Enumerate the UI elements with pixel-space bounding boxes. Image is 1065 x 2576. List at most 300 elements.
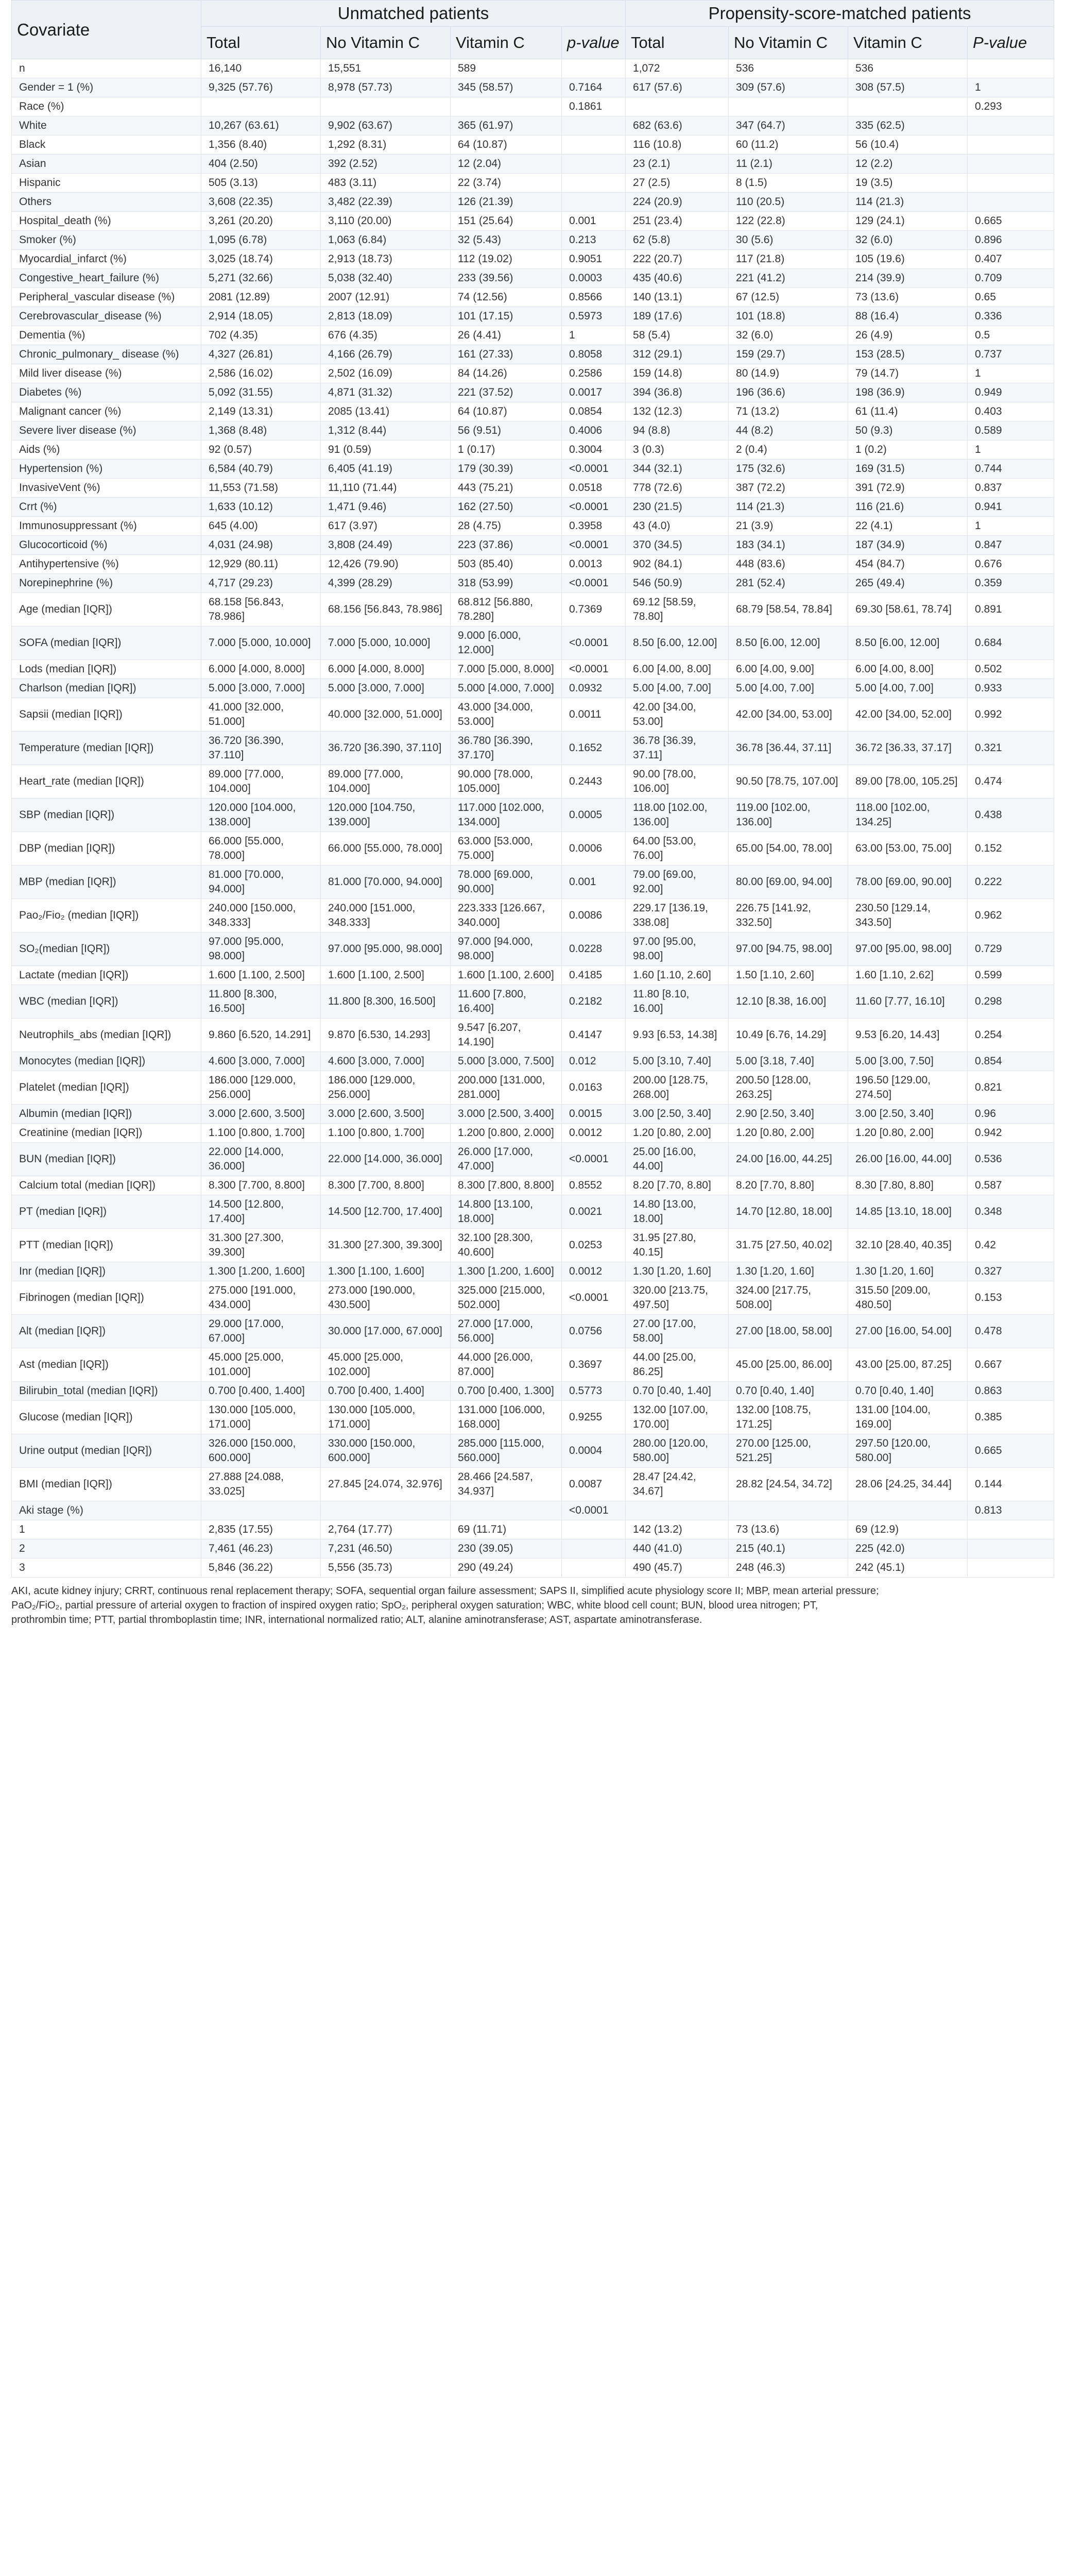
unmatched-p-value-cell: <0.0001 xyxy=(562,536,626,555)
matched-total-cell: 200.00 [128.75, 268.00] xyxy=(626,1071,729,1105)
matched-p-value-cell: 0.403 xyxy=(968,402,1054,421)
matched-p-value-cell: 0.667 xyxy=(968,1348,1054,1382)
matched-no-vitamin-c-cell: 1.50 [1.10, 2.60] xyxy=(729,966,848,985)
matched-total-cell: 5.00 [3.10, 7.40] xyxy=(626,1052,729,1071)
table-row xyxy=(12,59,1054,78)
matched-vitamin-c-cell: 187 (34.9) xyxy=(848,536,968,555)
matched-vitamin-c-cell: 297.50 [120.00, 580.00] xyxy=(848,1434,968,1468)
table-row xyxy=(12,660,1054,679)
unmatched-vitamin-c-cell xyxy=(451,1501,562,1520)
unmatched-p-value-cell: 0.3958 xyxy=(562,517,626,536)
unmatched-p-value-cell: 0.4185 xyxy=(562,966,626,985)
covariate-cell: Sapsii (median [IQR]) xyxy=(12,698,201,732)
unmatched-p-value-cell xyxy=(562,193,626,212)
covariate-cell: Cerebrovascular_disease (%) xyxy=(12,307,201,326)
unmatched-no-vitamin-c-cell: 1.600 [1.100, 2.500] xyxy=(321,966,451,985)
matched-no-vitamin-c-cell: 2 (0.4) xyxy=(729,440,848,460)
header-matched-total: Total xyxy=(626,27,729,59)
table-row xyxy=(12,402,1054,421)
matched-no-vitamin-c-cell: 122 (22.8) xyxy=(729,212,848,231)
matched-p-value-cell: 0.665 xyxy=(968,1434,1054,1468)
unmatched-no-vitamin-c-cell: 5,556 (35.73) xyxy=(321,1558,451,1578)
matched-total-cell: 25.00 [16.00, 44.00] xyxy=(626,1143,729,1176)
unmatched-vitamin-c-cell: 78.000 [69.000, 90.000] xyxy=(451,866,562,899)
unmatched-total-cell: 702 (4.35) xyxy=(201,326,321,345)
unmatched-p-value-cell: 0.001 xyxy=(562,866,626,899)
covariate-cell: Monocytes (median [IQR]) xyxy=(12,1052,201,1071)
unmatched-p-value-cell: <0.0001 xyxy=(562,1281,626,1315)
matched-no-vitamin-c-cell: 6.00 [4.00, 9.00] xyxy=(729,660,848,679)
unmatched-total-cell: 326.000 [150.000, 600.000] xyxy=(201,1434,321,1468)
matched-total-cell: 280.00 [120.00, 580.00] xyxy=(626,1434,729,1468)
table-row xyxy=(12,536,1054,555)
matched-no-vitamin-c-cell: 14.70 [12.80, 18.00] xyxy=(729,1195,848,1229)
matched-p-value-cell: 0.891 xyxy=(968,593,1054,626)
unmatched-no-vitamin-c-cell: 4,166 (26.79) xyxy=(321,345,451,364)
table-row xyxy=(12,135,1054,155)
matched-vitamin-c-cell: 56 (10.4) xyxy=(848,135,968,155)
unmatched-vitamin-c-cell: 230 (39.05) xyxy=(451,1539,562,1558)
unmatched-p-value-cell: 0.9051 xyxy=(562,250,626,269)
matched-no-vitamin-c-cell: 30 (5.6) xyxy=(729,231,848,250)
unmatched-p-value-cell: 0.0006 xyxy=(562,832,626,866)
unmatched-p-value-cell: 0.0228 xyxy=(562,933,626,966)
matched-vitamin-c-cell: 308 (57.5) xyxy=(848,78,968,97)
unmatched-p-value-cell xyxy=(562,59,626,78)
unmatched-no-vitamin-c-cell: 3.000 [2.600, 3.500] xyxy=(321,1105,451,1124)
unmatched-vitamin-c-cell: 74 (12.56) xyxy=(451,288,562,307)
unmatched-no-vitamin-c-cell: 240.000 [151.000, 348.333] xyxy=(321,899,451,933)
unmatched-p-value-cell: 0.012 xyxy=(562,1052,626,1071)
unmatched-total-cell: 29.000 [17.000, 67.000] xyxy=(201,1315,321,1348)
matched-vitamin-c-cell: 0.70 [0.40, 1.40] xyxy=(848,1382,968,1401)
matched-p-value-cell xyxy=(968,1520,1054,1539)
unmatched-total-cell: 27.888 [24.088, 33.025] xyxy=(201,1468,321,1501)
unmatched-vitamin-c-cell: 8.300 [7.800, 8.800] xyxy=(451,1176,562,1195)
unmatched-no-vitamin-c-cell: 6.000 [4.000, 8.000] xyxy=(321,660,451,679)
unmatched-total-cell: 6,584 (40.79) xyxy=(201,460,321,479)
unmatched-p-value-cell: 0.2586 xyxy=(562,364,626,383)
matched-total-cell: 69.12 [58.59, 78.80] xyxy=(626,593,729,626)
unmatched-vitamin-c-cell: 126 (21.39) xyxy=(451,193,562,212)
table-row xyxy=(12,460,1054,479)
unmatched-p-value-cell: 0.0518 xyxy=(562,479,626,498)
matched-total-cell: 3.00 [2.50, 3.40] xyxy=(626,1105,729,1124)
unmatched-p-value-cell: 0.0015 xyxy=(562,1105,626,1124)
matched-vitamin-c-cell: 88 (16.4) xyxy=(848,307,968,326)
unmatched-vitamin-c-cell: 7.000 [5.000, 8.000] xyxy=(451,660,562,679)
unmatched-total-cell: 16,140 xyxy=(201,59,321,78)
matched-vitamin-c-cell: 196.50 [129.00, 274.50] xyxy=(848,1071,968,1105)
matched-no-vitamin-c-cell: 132.00 [108.75, 171.25] xyxy=(729,1401,848,1434)
matched-p-value-cell: 0.744 xyxy=(968,460,1054,479)
unmatched-total-cell: 1.300 [1.200, 1.600] xyxy=(201,1262,321,1281)
covariate-cell: Age (median [IQR]) xyxy=(12,593,201,626)
unmatched-vitamin-c-cell: 112 (19.02) xyxy=(451,250,562,269)
covariate-cell: SBP (median [IQR]) xyxy=(12,799,201,832)
matched-no-vitamin-c-cell: 36.78 [36.44, 37.11] xyxy=(729,732,848,765)
unmatched-no-vitamin-c-cell: 4,871 (31.32) xyxy=(321,383,451,402)
table-row xyxy=(12,1281,1054,1315)
unmatched-no-vitamin-c-cell: 3,482 (22.39) xyxy=(321,193,451,212)
matched-no-vitamin-c-cell: 31.75 [27.50, 40.02] xyxy=(729,1229,848,1262)
table-row xyxy=(12,116,1054,135)
matched-vitamin-c-cell: 198 (36.9) xyxy=(848,383,968,402)
covariate-cell: Heart_rate (median [IQR]) xyxy=(12,765,201,799)
covariate-cell: Lactate (median [IQR]) xyxy=(12,966,201,985)
matched-total-cell: 189 (17.6) xyxy=(626,307,729,326)
table-row xyxy=(12,1539,1054,1558)
matched-total-cell: 440 (41.0) xyxy=(626,1539,729,1558)
unmatched-no-vitamin-c-cell: 4.600 [3.000, 7.000] xyxy=(321,1052,451,1071)
unmatched-total-cell: 4,717 (29.23) xyxy=(201,574,321,593)
unmatched-total-cell xyxy=(201,97,321,116)
table-row xyxy=(12,1520,1054,1539)
unmatched-p-value-cell: 0.3004 xyxy=(562,440,626,460)
covariate-cell: Inr (median [IQR]) xyxy=(12,1262,201,1281)
unmatched-p-value-cell: 1 xyxy=(562,326,626,345)
unmatched-total-cell: 1,095 (6.78) xyxy=(201,231,321,250)
unmatched-no-vitamin-c-cell: 273.000 [190.000, 430.500] xyxy=(321,1281,451,1315)
matched-vitamin-c-cell: 43.00 [25.00, 87.25] xyxy=(848,1348,968,1382)
covariate-cell: Temperature (median [IQR]) xyxy=(12,732,201,765)
matched-p-value-cell: 0.144 xyxy=(968,1468,1054,1501)
unmatched-p-value-cell: 0.0011 xyxy=(562,698,626,732)
covariate-cell: Lods (median [IQR]) xyxy=(12,660,201,679)
unmatched-no-vitamin-c-cell: 9,902 (63.67) xyxy=(321,116,451,135)
unmatched-total-cell: 89.000 [77.000, 104.000] xyxy=(201,765,321,799)
unmatched-vitamin-c-cell: 5.000 [3.000, 7.500] xyxy=(451,1052,562,1071)
header-covariate: Covariate xyxy=(12,1,201,59)
covariate-cell: n xyxy=(12,59,201,78)
covariate-cell: 1 xyxy=(12,1520,201,1539)
unmatched-p-value-cell: 0.0012 xyxy=(562,1124,626,1143)
matched-vitamin-c-cell: 32.10 [28.40, 40.35] xyxy=(848,1229,968,1262)
matched-total-cell: 1.60 [1.10, 2.60] xyxy=(626,966,729,985)
table-row xyxy=(12,1468,1054,1501)
unmatched-no-vitamin-c-cell: 97.000 [95.000, 98.000] xyxy=(321,933,451,966)
unmatched-total-cell: 240.000 [150.000, 348.333] xyxy=(201,899,321,933)
matched-total-cell: 142 (13.2) xyxy=(626,1520,729,1539)
covariate-cell: Gender = 1 (%) xyxy=(12,78,201,97)
matched-total-cell: 94 (8.8) xyxy=(626,421,729,440)
table-row xyxy=(12,765,1054,799)
covariate-cell: BMI (median [IQR]) xyxy=(12,1468,201,1501)
table-row xyxy=(12,1262,1054,1281)
table-row xyxy=(12,626,1054,660)
matched-p-value-cell: 1 xyxy=(968,440,1054,460)
matched-total-cell: 116 (10.8) xyxy=(626,135,729,155)
unmatched-no-vitamin-c-cell: 11.800 [8.300, 16.500] xyxy=(321,985,451,1019)
matched-p-value-cell: 0.942 xyxy=(968,1124,1054,1143)
unmatched-no-vitamin-c-cell: 2085 (13.41) xyxy=(321,402,451,421)
covariate-cell: Platelet (median [IQR]) xyxy=(12,1071,201,1105)
unmatched-no-vitamin-c-cell: 676 (4.35) xyxy=(321,326,451,345)
matched-total-cell: 344 (32.1) xyxy=(626,460,729,479)
unmatched-vitamin-c-cell: 9.547 [6.207, 14.190] xyxy=(451,1019,562,1052)
unmatched-no-vitamin-c-cell: 4,399 (28.29) xyxy=(321,574,451,593)
unmatched-vitamin-c-cell: 223 (37.86) xyxy=(451,536,562,555)
covariate-cell: Crrt (%) xyxy=(12,498,201,517)
covariate-cell: WBC (median [IQR]) xyxy=(12,985,201,1019)
matched-p-value-cell xyxy=(968,174,1054,193)
matched-p-value-cell xyxy=(968,1558,1054,1578)
matched-total-cell: 778 (72.6) xyxy=(626,479,729,498)
matched-vitamin-c-cell: 1.60 [1.10, 2.62] xyxy=(848,966,968,985)
header-matched-p-value: P-value xyxy=(968,27,1054,59)
unmatched-total-cell: 9.860 [6.520, 14.291] xyxy=(201,1019,321,1052)
matched-no-vitamin-c-cell: 32 (6.0) xyxy=(729,326,848,345)
unmatched-no-vitamin-c-cell: 7.000 [5.000, 10.000] xyxy=(321,626,451,660)
matched-p-value-cell: 0.321 xyxy=(968,732,1054,765)
matched-vitamin-c-cell: 69.30 [58.61, 78.74] xyxy=(848,593,968,626)
matched-p-value-cell: 0.5 xyxy=(968,326,1054,345)
matched-no-vitamin-c-cell: 110 (20.5) xyxy=(729,193,848,212)
covariate-cell: Race (%) xyxy=(12,97,201,116)
matched-total-cell: 79.00 [69.00, 92.00] xyxy=(626,866,729,899)
unmatched-no-vitamin-c-cell: 68.156 [56.843, 78.986] xyxy=(321,593,451,626)
unmatched-p-value-cell: 0.0013 xyxy=(562,555,626,574)
unmatched-vitamin-c-cell: 90.000 [78.000, 105.000] xyxy=(451,765,562,799)
footnote-line: AKI, acute kidney injury; CRRT, continuous renal replacement therapy; SOFA, sequential organ failure assessment; SAPS II, simplified acute physiology score II; MBP, mean arterial pressure; xyxy=(11,1585,879,1597)
unmatched-vitamin-c-cell: 1 (0.17) xyxy=(451,440,562,460)
matched-no-vitamin-c-cell: 536 xyxy=(729,59,848,78)
unmatched-no-vitamin-c-cell: 6,405 (41.19) xyxy=(321,460,451,479)
matched-vitamin-c-cell: 129 (24.1) xyxy=(848,212,968,231)
matched-vitamin-c-cell: 116 (21.6) xyxy=(848,498,968,517)
covariate-table xyxy=(11,0,1054,1578)
covariate-cell: Glucocorticoid (%) xyxy=(12,536,201,555)
covariate-cell: Hypertension (%) xyxy=(12,460,201,479)
table-footnote xyxy=(11,1584,1054,1627)
matched-no-vitamin-c-cell: 324.00 [217.75, 508.00] xyxy=(729,1281,848,1315)
matched-p-value-cell: 0.359 xyxy=(968,574,1054,593)
matched-vitamin-c-cell: 73 (13.6) xyxy=(848,288,968,307)
unmatched-no-vitamin-c-cell xyxy=(321,97,451,116)
matched-p-value-cell: 0.222 xyxy=(968,866,1054,899)
covariate-cell: PT (median [IQR]) xyxy=(12,1195,201,1229)
matched-total-cell: 224 (20.9) xyxy=(626,193,729,212)
unmatched-p-value-cell: 0.5773 xyxy=(562,1382,626,1401)
unmatched-vitamin-c-cell: 443 (75.21) xyxy=(451,479,562,498)
matched-no-vitamin-c-cell: 8 (1.5) xyxy=(729,174,848,193)
unmatched-vitamin-c-cell: 233 (39.56) xyxy=(451,269,562,288)
matched-total-cell: 5.00 [4.00, 7.00] xyxy=(626,679,729,698)
table-row xyxy=(12,799,1054,832)
matched-vitamin-c-cell: 1.30 [1.20, 1.60] xyxy=(848,1262,968,1281)
unmatched-total-cell: 3.000 [2.600, 3.500] xyxy=(201,1105,321,1124)
covariate-cell: Smoker (%) xyxy=(12,231,201,250)
unmatched-p-value-cell: 0.0086 xyxy=(562,899,626,933)
unmatched-p-value-cell: 0.8058 xyxy=(562,345,626,364)
unmatched-vitamin-c-cell: 1.300 [1.200, 1.600] xyxy=(451,1262,562,1281)
matched-vitamin-c-cell: 26 (4.9) xyxy=(848,326,968,345)
unmatched-no-vitamin-c-cell: 1,471 (9.46) xyxy=(321,498,451,517)
unmatched-total-cell: 97.000 [95.000, 98.000] xyxy=(201,933,321,966)
unmatched-total-cell: 1,368 (8.48) xyxy=(201,421,321,440)
unmatched-no-vitamin-c-cell: 1.300 [1.100, 1.600] xyxy=(321,1262,451,1281)
table-row xyxy=(12,1052,1054,1071)
unmatched-total-cell: 68.158 [56.843, 78.986] xyxy=(201,593,321,626)
unmatched-no-vitamin-c-cell xyxy=(321,1501,451,1520)
unmatched-vitamin-c-cell: 200.000 [131.000, 281.000] xyxy=(451,1071,562,1105)
covariate-cell: Diabetes (%) xyxy=(12,383,201,402)
matched-vitamin-c-cell: 89.00 [78.00, 105.25] xyxy=(848,765,968,799)
matched-total-cell: 902 (84.1) xyxy=(626,555,729,574)
unmatched-p-value-cell: 0.001 xyxy=(562,212,626,231)
unmatched-p-value-cell: <0.0001 xyxy=(562,460,626,479)
matched-p-value-cell: 0.854 xyxy=(968,1052,1054,1071)
unmatched-vitamin-c-cell: 5.000 [4.000, 7.000] xyxy=(451,679,562,698)
header-unmatched-p-value: p-value xyxy=(562,27,626,59)
unmatched-p-value-cell xyxy=(562,1558,626,1578)
matched-total-cell: 8.50 [6.00, 12.00] xyxy=(626,626,729,660)
covariate-cell: Glucose (median [IQR]) xyxy=(12,1401,201,1434)
unmatched-vitamin-c-cell: 325.000 [215.000, 502.000] xyxy=(451,1281,562,1315)
matched-p-value-cell: 0.438 xyxy=(968,799,1054,832)
unmatched-vitamin-c-cell: 26 (4.41) xyxy=(451,326,562,345)
unmatched-no-vitamin-c-cell: 1,312 (8.44) xyxy=(321,421,451,440)
matched-no-vitamin-c-cell: 73 (13.6) xyxy=(729,1520,848,1539)
matched-no-vitamin-c-cell: 10.49 [6.76, 14.29] xyxy=(729,1019,848,1052)
matched-vitamin-c-cell: 27.00 [16.00, 54.00] xyxy=(848,1315,968,1348)
covariate-cell: DBP (median [IQR]) xyxy=(12,832,201,866)
matched-p-value-cell: 0.941 xyxy=(968,498,1054,517)
header-unmatched-vitamin-c: Vitamin C xyxy=(451,27,562,59)
matched-total-cell: 9.93 [6.53, 14.38] xyxy=(626,1019,729,1052)
unmatched-total-cell: 275.000 [191.000, 434.000] xyxy=(201,1281,321,1315)
unmatched-p-value-cell: 0.2182 xyxy=(562,985,626,1019)
matched-no-vitamin-c-cell: 183 (34.1) xyxy=(729,536,848,555)
unmatched-vitamin-c-cell: 44.000 [26.000, 87.000] xyxy=(451,1348,562,1382)
unmatched-no-vitamin-c-cell: 36.720 [36.390, 37.110] xyxy=(321,732,451,765)
unmatched-vitamin-c-cell: 285.000 [115.000, 560.000] xyxy=(451,1434,562,1468)
table-row xyxy=(12,326,1054,345)
table-row xyxy=(12,288,1054,307)
matched-total-cell: 140 (13.1) xyxy=(626,288,729,307)
matched-vitamin-c-cell: 391 (72.9) xyxy=(848,479,968,498)
table-row xyxy=(12,421,1054,440)
table-row xyxy=(12,364,1054,383)
matched-p-value-cell: 0.962 xyxy=(968,899,1054,933)
footnote-line: PaO₂/FiO₂, partial pressure of arterial oxygen to fraction of inspired oxygen ratio; SpO₂, peripheral oxygen saturation; WBC, white blood cell count; BUN, blood urea nitrogen; PT, xyxy=(11,1600,818,1611)
covariate-cell: SO₂(median [IQR]) xyxy=(12,933,201,966)
header-unmatched-no-vitamin-c: No Vitamin C xyxy=(321,27,451,59)
unmatched-p-value-cell: 0.4147 xyxy=(562,1019,626,1052)
matched-p-value-cell: 0.847 xyxy=(968,536,1054,555)
matched-p-value-cell: 0.474 xyxy=(968,765,1054,799)
matched-p-value-cell: 0.478 xyxy=(968,1315,1054,1348)
unmatched-no-vitamin-c-cell: 5,038 (32.40) xyxy=(321,269,451,288)
unmatched-total-cell: 12,929 (80.11) xyxy=(201,555,321,574)
unmatched-vitamin-c-cell: 28 (4.75) xyxy=(451,517,562,536)
table-row xyxy=(12,1382,1054,1401)
matched-total-cell: 132 (12.3) xyxy=(626,402,729,421)
unmatched-vitamin-c-cell: 589 xyxy=(451,59,562,78)
unmatched-no-vitamin-c-cell: 15,551 xyxy=(321,59,451,78)
matched-p-value-cell: 0.709 xyxy=(968,269,1054,288)
matched-total-cell: 3 (0.3) xyxy=(626,440,729,460)
matched-vitamin-c-cell: 12 (2.2) xyxy=(848,155,968,174)
matched-vitamin-c-cell: 26.00 [16.00, 44.00] xyxy=(848,1143,968,1176)
matched-vitamin-c-cell: 28.06 [24.25, 34.44] xyxy=(848,1468,968,1501)
unmatched-no-vitamin-c-cell: 1.100 [0.800, 1.700] xyxy=(321,1124,451,1143)
matched-vitamin-c-cell: 36.72 [36.33, 37.17] xyxy=(848,732,968,765)
matched-no-vitamin-c-cell: 44 (8.2) xyxy=(729,421,848,440)
unmatched-no-vitamin-c-cell: 8.300 [7.700, 8.800] xyxy=(321,1176,451,1195)
unmatched-vitamin-c-cell: 161 (27.33) xyxy=(451,345,562,364)
covariate-cell: White xyxy=(12,116,201,135)
matched-no-vitamin-c-cell: 12.10 [8.38, 16.00] xyxy=(729,985,848,1019)
matched-p-value-cell xyxy=(968,155,1054,174)
unmatched-no-vitamin-c-cell: 8,978 (57.73) xyxy=(321,78,451,97)
unmatched-p-value-cell: <0.0001 xyxy=(562,626,626,660)
unmatched-vitamin-c-cell: 56 (9.51) xyxy=(451,421,562,440)
matched-p-value-cell: 0.385 xyxy=(968,1401,1054,1434)
table-row xyxy=(12,1143,1054,1176)
matched-no-vitamin-c-cell: 309 (57.6) xyxy=(729,78,848,97)
matched-p-value-cell xyxy=(968,59,1054,78)
unmatched-p-value-cell: <0.0001 xyxy=(562,498,626,517)
unmatched-no-vitamin-c-cell: 11,110 (71.44) xyxy=(321,479,451,498)
matched-p-value-cell: 0.837 xyxy=(968,479,1054,498)
table-row xyxy=(12,1401,1054,1434)
unmatched-no-vitamin-c-cell: 5.000 [3.000, 7.000] xyxy=(321,679,451,698)
unmatched-total-cell: 10,267 (63.61) xyxy=(201,116,321,135)
matched-vitamin-c-cell: 454 (84.7) xyxy=(848,555,968,574)
matched-p-value-cell: 0.676 xyxy=(968,555,1054,574)
unmatched-total-cell: 92 (0.57) xyxy=(201,440,321,460)
unmatched-p-value-cell: 0.0932 xyxy=(562,679,626,698)
covariate-cell: Bilirubin_total (median [IQR]) xyxy=(12,1382,201,1401)
covariate-cell: 3 xyxy=(12,1558,201,1578)
unmatched-no-vitamin-c-cell: 27.845 [24.074, 32.976] xyxy=(321,1468,451,1501)
unmatched-total-cell: 7,461 (46.23) xyxy=(201,1539,321,1558)
unmatched-vitamin-c-cell: 84 (14.26) xyxy=(451,364,562,383)
unmatched-vitamin-c-cell: 22 (3.74) xyxy=(451,174,562,193)
matched-p-value-cell: 0.599 xyxy=(968,966,1054,985)
unmatched-total-cell: 2,914 (18.05) xyxy=(201,307,321,326)
matched-no-vitamin-c-cell: 215 (40.1) xyxy=(729,1539,848,1558)
matched-vitamin-c-cell: 97.00 [95.00, 98.00] xyxy=(848,933,968,966)
unmatched-total-cell: 505 (3.13) xyxy=(201,174,321,193)
matched-total-cell: 36.78 [36.39, 37.11] xyxy=(626,732,729,765)
matched-no-vitamin-c-cell: 11 (2.1) xyxy=(729,155,848,174)
matched-total-cell: 31.95 [27.80, 40.15] xyxy=(626,1229,729,1262)
matched-no-vitamin-c-cell: 67 (12.5) xyxy=(729,288,848,307)
unmatched-no-vitamin-c-cell: 1,292 (8.31) xyxy=(321,135,451,155)
matched-no-vitamin-c-cell: 448 (83.6) xyxy=(729,555,848,574)
matched-vitamin-c-cell: 335 (62.5) xyxy=(848,116,968,135)
unmatched-vitamin-c-cell: 64 (10.87) xyxy=(451,135,562,155)
unmatched-total-cell: 11.800 [8.300, 16.500] xyxy=(201,985,321,1019)
matched-total-cell: 97.00 [95.00, 98.00] xyxy=(626,933,729,966)
unmatched-total-cell: 31.300 [27.300, 39.300] xyxy=(201,1229,321,1262)
table-body xyxy=(12,59,1054,1578)
unmatched-total-cell: 2,149 (13.31) xyxy=(201,402,321,421)
unmatched-vitamin-c-cell: 101 (17.15) xyxy=(451,307,562,326)
unmatched-no-vitamin-c-cell: 31.300 [27.300, 39.300] xyxy=(321,1229,451,1262)
unmatched-p-value-cell: <0.0001 xyxy=(562,1501,626,1520)
matched-total-cell: 62 (5.8) xyxy=(626,231,729,250)
unmatched-vitamin-c-cell: 43.000 [34.000, 53.000] xyxy=(451,698,562,732)
covariate-cell: SOFA (median [IQR]) xyxy=(12,626,201,660)
table-row xyxy=(12,574,1054,593)
matched-no-vitamin-c-cell: 159 (29.7) xyxy=(729,345,848,364)
unmatched-total-cell: 81.000 [70.000, 94.000] xyxy=(201,866,321,899)
unmatched-no-vitamin-c-cell: 91 (0.59) xyxy=(321,440,451,460)
matched-no-vitamin-c-cell: 387 (72.2) xyxy=(729,479,848,498)
